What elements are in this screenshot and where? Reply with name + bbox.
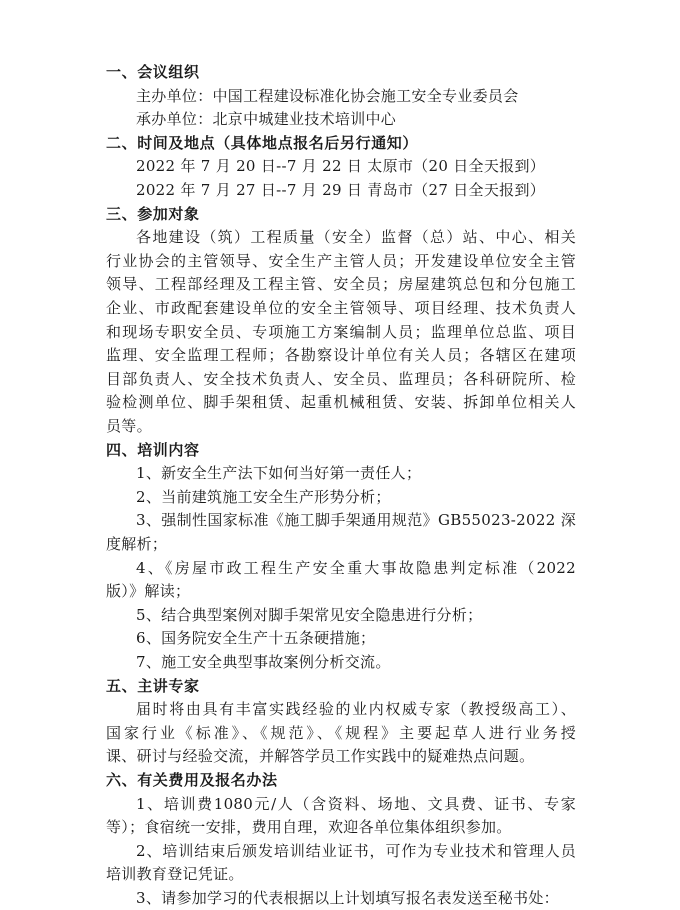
content-item: 6、国务院安全生产十五条硬措施；: [136, 629, 376, 647]
participants-line: 领导、工程部经理及工程主管、安全员；房屋建筑总包和分包施工: [106, 275, 576, 293]
experts-line: 课、研讨与经验交流，并解答学员工作实践中的疑难热点问题。: [106, 747, 535, 765]
participants-line: 监理、安全监理工程师；各勘察设计单位有关人员；各辖区在建项: [106, 346, 576, 364]
section-heading-time-location: 二、时间及地点（具体地点报名后另行通知）: [106, 134, 419, 152]
session-line-taiyuan: 2022 年 7 月 20 日--7 月 22 日 太原市（20 日全天报到）: [136, 157, 546, 175]
participants-line: 各地建设（筑）工程质量（安全）监督（总）站、中心、相关: [136, 228, 576, 246]
registration-line: 3、请参加学习的代表根据以上计划填写报名表发送至秘书处：: [136, 889, 559, 907]
organizer-line: 主办单位：中国工程建设标准化协会施工安全专业委员会: [136, 87, 519, 105]
content-item: 5、结合典型案例对脚手架常见安全隐患进行分析；: [136, 606, 483, 624]
content-item: 1、新安全生产法下如何当好第一责任人；: [136, 464, 422, 482]
certificate-line-continued: 培训教育登记凭证。: [106, 865, 244, 883]
participants-line: 企业、市政配套建设单位的安全主管领导、项目经理、技术负责人: [106, 299, 576, 317]
participants-line: 员等。: [106, 417, 152, 435]
undertaker-line: 承办单位：北京中城建业技术培训中心: [136, 110, 397, 128]
content-item: 4、《房屋市政工程生产安全重大事故隐患判定标准（2022: [136, 559, 576, 577]
fee-line-continued: 等）；食宿统一安排，费用自理，欢迎各单位集体组织参加。: [106, 818, 512, 836]
section-heading-organization: 一、会议组织: [106, 63, 200, 81]
content-item-continued: 度解析；: [106, 535, 168, 553]
participants-line: 验检测单位、脚手架租赁、起重机械租赁、安装、拆卸单位相关人: [106, 393, 576, 411]
section-heading-participants: 三、参加对象: [106, 205, 200, 223]
content-item-continued: 版）》解读；: [106, 582, 191, 600]
section-heading-training-content: 四、培训内容: [106, 441, 200, 459]
participants-line: 行业协会的主管领导、安全生产主管人员；开发建设单位安全主管: [106, 252, 576, 270]
section-heading-experts: 五、主讲专家: [106, 677, 200, 695]
certificate-line: 2、培训结束后颁发培训结业证书，可作为专业技术和管理人员: [136, 842, 576, 860]
content-item: 2、当前建筑施工安全生产形势分析；: [136, 488, 391, 506]
content-item: 3、强制性国家标准《施工脚手架通用规范》GB55023-2022 深: [136, 511, 576, 529]
experts-line: 国家行业《标准》、《规范》、《规程》主要起草人进行业务授: [106, 724, 576, 742]
fee-line: 1、培训费1080元/人（含资料、场地、文具费、证书、专家: [136, 795, 576, 813]
content-item: 7、施工安全典型事故案例分析交流。: [136, 653, 391, 671]
participants-line: 和现场专职安全员、专项施工方案编制人员；监理单位总监、项目: [106, 323, 576, 341]
experts-line: 届时将由具有丰富实践经验的业内权威专家（教授级高工）、: [136, 700, 576, 718]
session-line-qingdao: 2022 年 7 月 27 日--7 月 29 日 青岛市（27 日全天报到）: [136, 181, 546, 199]
section-heading-fees-registration: 六、有关费用及报名办法: [106, 771, 278, 789]
participants-line: 目部负责人、安全技术负责人、安全员、监理员；各科研院所、检: [106, 370, 576, 388]
